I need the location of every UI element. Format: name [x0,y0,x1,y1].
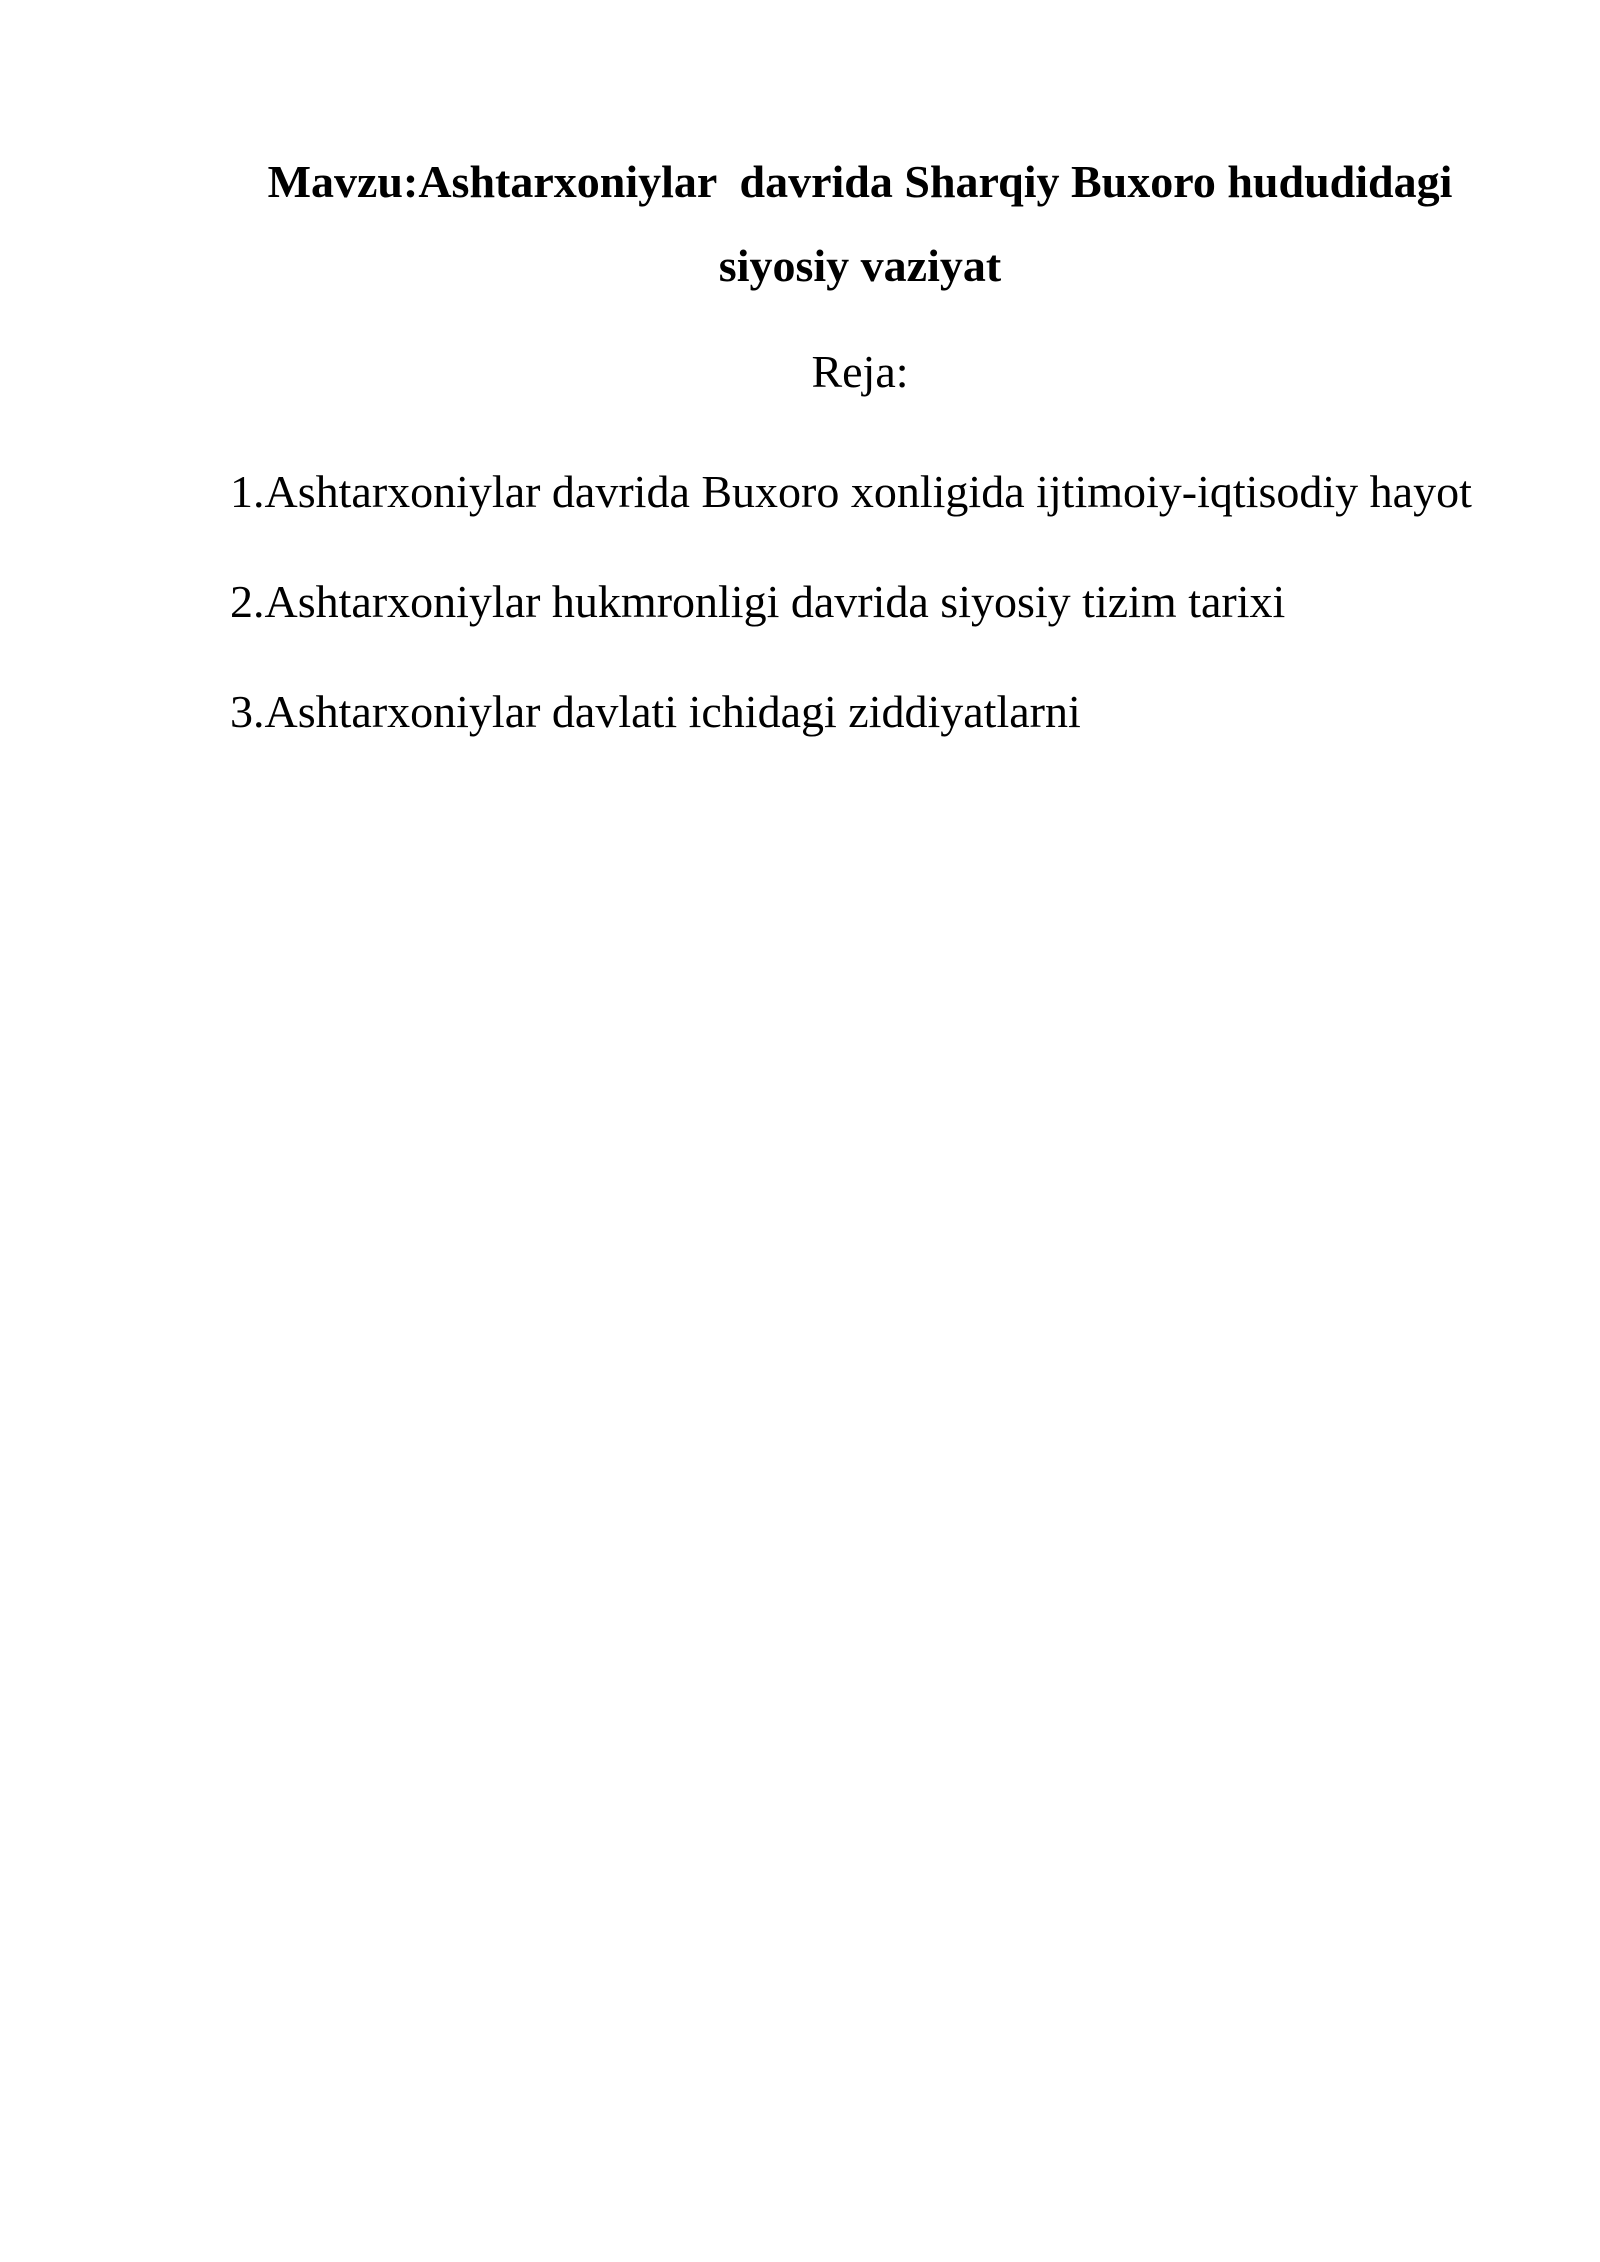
plan-heading: Reja: [811,346,909,397]
plan-item: 3.Ashtarxoniylar davlati ichidagi ziddiyatlarni [230,686,1081,737]
document-title: Mavzu:Ashtarxoniylar davrida Sharqiy Buxoro hududidagi siyosiy vaziyat [267,156,1464,291]
plan-item: 2.Ashtarxoniylar hukmronligi davrida siyosiy tizim tarixi [230,576,1286,627]
plan-item: 1.Ashtarxoniylar davrida Buxoro xonligida ijtimoiy-iqtisodiy hayot [230,466,1472,517]
plan-list [230,450,1490,780]
